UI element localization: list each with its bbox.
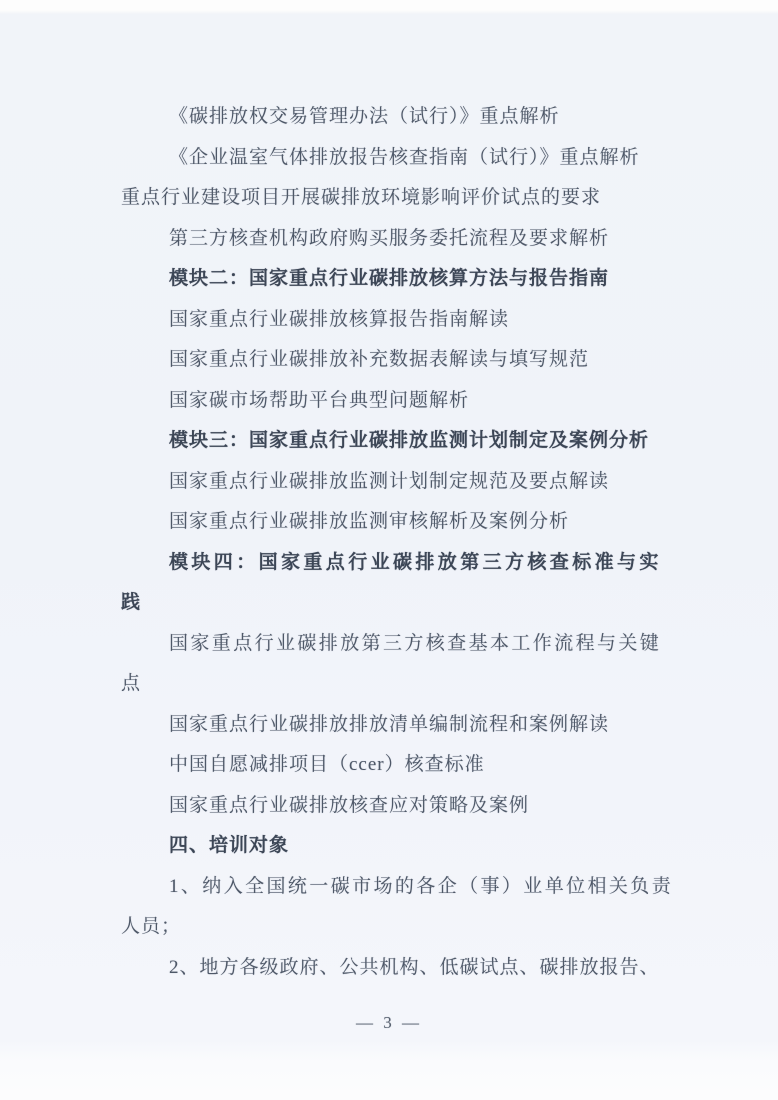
document-body — [121, 97, 674, 988]
paragraph-line: 国家重点行业碳排放监测审核解析及案例分析 — [169, 511, 570, 532]
paragraph-line: 国家重点行业碳排放核算报告指南解读 — [169, 308, 510, 330]
paragraph-line: 践 — [121, 592, 142, 613]
paragraph-line: 国家重点行业碳排放监测计划制定规范及要点解读 — [169, 470, 610, 492]
paragraph-line: 模块二：国家重点行业碳排放核算方法与报告指南 — [169, 268, 610, 289]
page-number: — 3 — — [356, 1013, 422, 1032]
paragraph-line: 国家重点行业碳排放补充数据表解读与填写规范 — [169, 349, 590, 370]
paragraph-line: 第三方核查机构政府购买服务委托流程及要求解析 — [169, 227, 610, 249]
paragraph-line: 模块四：国家重点行业碳排放第三方核查标准与实 — [169, 551, 662, 573]
paragraph-line: 重点行业建设项目开展碳排放环境影响评价试点的要求 — [121, 187, 602, 208]
paragraph-line: 国家重点行业碳排放排放清单编制流程和案例解读 — [169, 713, 610, 735]
paragraph-line: 中国自愿减排项目（ccer）核查标准 — [169, 754, 485, 775]
paragraph-line: 国家碳市场帮助平台典型问题解析 — [169, 389, 470, 411]
paragraph-line: 模块三：国家重点行业碳排放监测计划制定及案例分析 — [169, 430, 650, 451]
paragraph-line: 国家重点行业碳排放核查应对策略及案例 — [169, 794, 530, 816]
paragraph-line: 1、纳入全国统一碳市场的各企（事）业单位相关负责 — [169, 875, 674, 897]
paragraph-line: 人员； — [121, 916, 182, 937]
paragraph-line: 2、地方各级政府、公共机构、低碳试点、碳排放报告、 — [169, 956, 660, 978]
paragraph-line: 四、培训对象 — [169, 835, 290, 856]
paragraph-line: 国家重点行业碳排放第三方核查基本工作流程与关键 — [169, 632, 662, 654]
paragraph-line: 点 — [121, 673, 142, 694]
paragraph-line: 《企业温室气体排放报告核查指南（试行）》重点解析 — [169, 146, 640, 168]
paragraph-line: 《碳排放权交易管理办法（试行）》重点解析 — [169, 106, 560, 127]
